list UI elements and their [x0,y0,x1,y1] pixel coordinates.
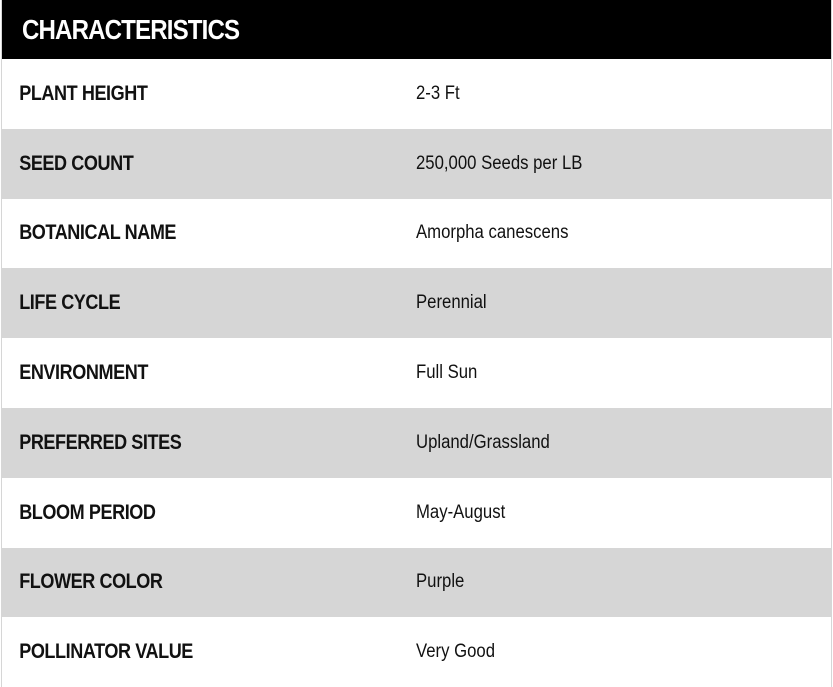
row-label: SEED COUNT [19,151,134,175]
table-header [2,0,831,59]
row-label: LIFE CYCLE [19,291,121,315]
row-value: Amorpha canescens [416,222,569,244]
row-value: Upland/Grassland [416,431,550,453]
row-value: Full Sun [416,362,478,384]
table-row [2,548,831,618]
table-row [2,478,831,548]
row-value: May-August [416,501,506,523]
row-value: Very Good [416,641,496,663]
table-row [2,129,831,199]
table-row [2,199,831,269]
row-value: Purple [416,571,465,593]
table-body [2,59,831,687]
table-title: CHARACTERISTICS [22,13,240,45]
row-value: 2-3 Ft [416,82,460,104]
table-row [2,617,831,687]
characteristics-table [1,0,832,687]
table-row [2,268,831,338]
table-row [2,338,831,408]
table-row [2,59,831,129]
row-label: FLOWER COLOR [19,570,163,594]
row-value: 250,000 Seeds per LB [416,152,583,174]
row-label: BLOOM PERIOD [19,500,156,524]
table-row [2,408,831,478]
row-label: PLANT HEIGHT [19,81,148,105]
row-label: POLLINATOR VALUE [19,640,193,664]
row-label: ENVIRONMENT [19,361,148,385]
row-value: Perennial [416,292,487,314]
row-label: PREFERRED SITES [19,430,182,454]
row-label: BOTANICAL NAME [19,221,177,245]
